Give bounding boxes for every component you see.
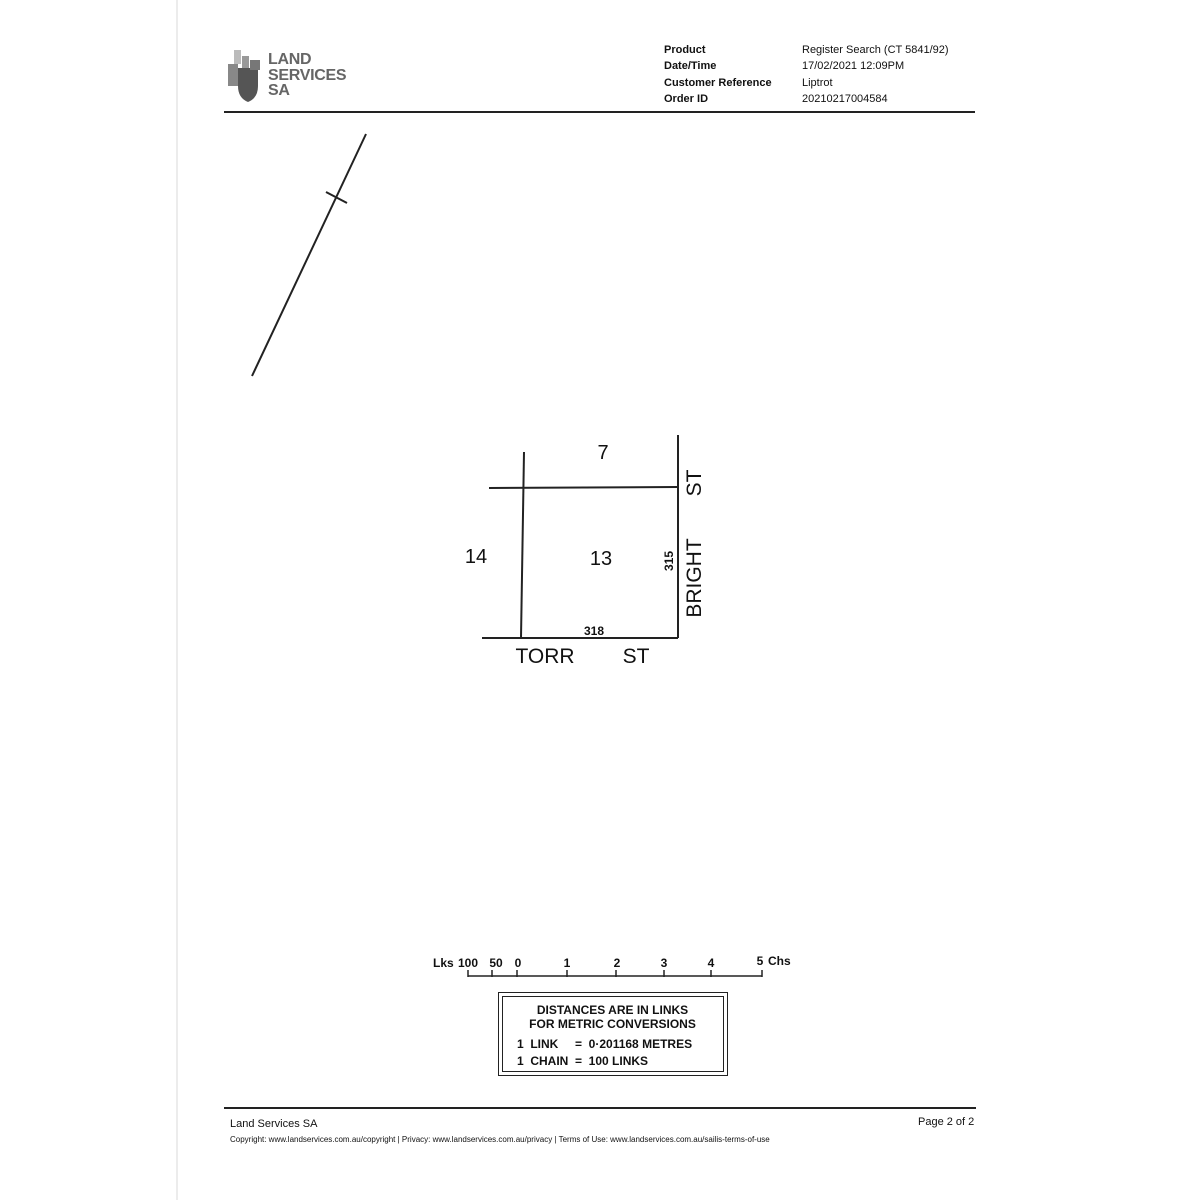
meta-value-order-id: 20210217004584 [802, 93, 888, 105]
legend-line-1: DISTANCES ARE IN LINKS [536, 1003, 689, 1017]
north-arrow-tick [326, 192, 347, 203]
scale-unit-right: Chs [768, 954, 791, 968]
legend-line-2: FOR METRIC CONVERSIONS [529, 1017, 696, 1031]
meta-value-customer-reference: Liptrot [802, 77, 833, 89]
dimension-east: 315 [662, 550, 676, 572]
scale-tick-2: 2 [613, 956, 621, 970]
allotment-14-label: 14 [464, 546, 488, 568]
scale-tick-4: 4 [707, 956, 715, 970]
scale-tick-0: 0 [514, 956, 522, 970]
street-bright-name: BRIGHT [683, 538, 706, 618]
conversion-legend [498, 992, 728, 1076]
legend-line-3: 1 LINK = 0·201168 METRES [517, 1037, 693, 1051]
street-torr-name: TORR [515, 645, 575, 668]
scale-tick-5: 5 [756, 954, 764, 968]
logo-wordmark: LAND SERVICES SA [268, 51, 347, 99]
footer-links: Copyright: www.landservices.com.au/copyright | Privacy: www.landservices.com.au/privacy | Terms of Use: www.landservices.com.au/sailis-terms-of-use [230, 1135, 770, 1144]
allotment-13-label: 13 [589, 548, 613, 570]
street-torr-suffix: ST [622, 645, 650, 668]
meta-value-datetime: 17/02/2021 12:09PM [802, 60, 905, 72]
dimension-south: 318 [583, 624, 605, 638]
meta-label-datetime: Date/Time [664, 60, 717, 72]
legend-line-4: 1 CHAIN = 100 LINKS [517, 1054, 649, 1068]
meta-value-product: Register Search (CT 5841/92) [802, 44, 949, 56]
scale-tick-3: 3 [660, 956, 668, 970]
boundary-north [489, 487, 678, 488]
scale-tick-100: 100 [457, 956, 479, 970]
scale-bar [433, 954, 791, 977]
scale-unit-left: Lks [433, 956, 454, 970]
page-number: Page 2 of 2 [918, 1116, 975, 1128]
allotment-7-label: 7 [597, 442, 609, 464]
footer-brand: Land Services SA [230, 1118, 318, 1130]
meta-label-product: Product [664, 44, 706, 56]
meta-label-order-id: Order ID [664, 93, 709, 105]
north-arrow-line [252, 134, 366, 376]
scale-tick-50: 50 [489, 956, 503, 970]
scale-tick-1: 1 [563, 956, 571, 970]
boundary-west [521, 452, 524, 638]
footer-rule [224, 1107, 976, 1109]
meta-label-customer-reference: Customer Reference [664, 77, 772, 89]
street-bright-suffix: ST [683, 469, 706, 497]
